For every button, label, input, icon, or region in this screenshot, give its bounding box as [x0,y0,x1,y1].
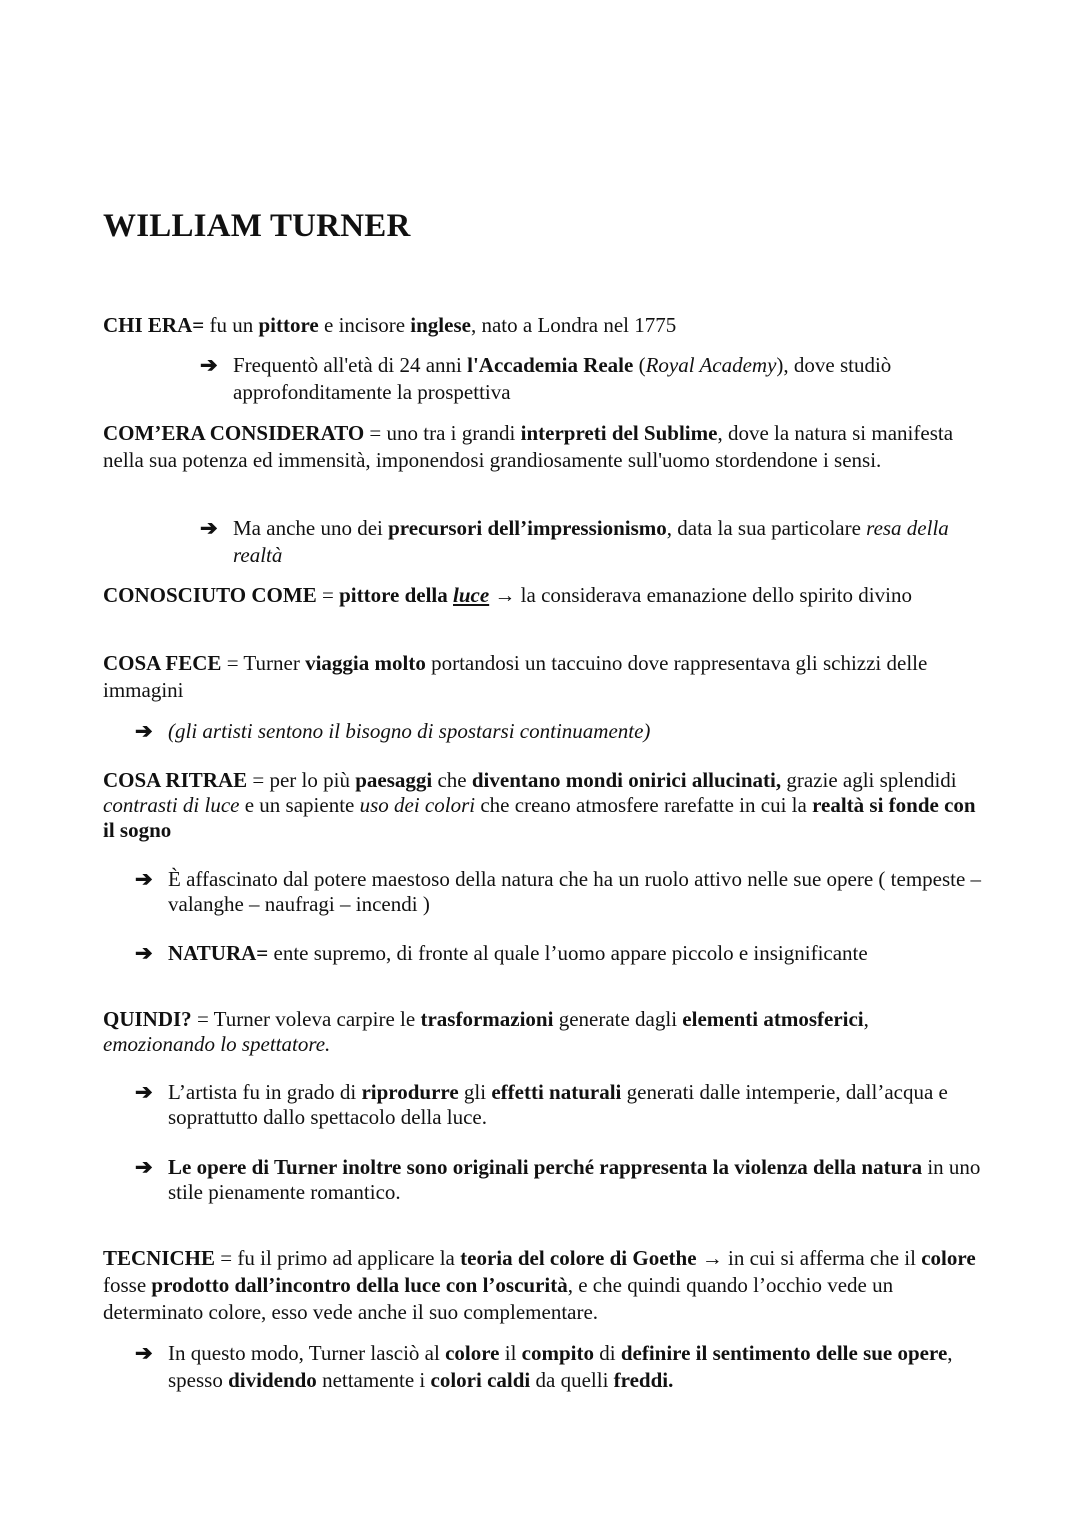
section-label: CONOSCIUTO COME [103,583,317,607]
text: → la considerava emanazione dello spirito divino [489,583,912,607]
bold-text: precursori dell’impressionismo [388,516,667,540]
arrow-right-icon: ➔ [200,516,218,540]
section-label: QUINDI? [103,1007,192,1031]
section-label: CHI ERA= [103,313,205,337]
bullet-opere-originali [135,1155,995,1205]
text: fosse [103,1273,152,1297]
bold-text: pittore [258,313,319,337]
bold-text: inglese [410,313,471,337]
text: È affascinato dal potere maestoso della natura che ha un ruolo attivo nelle sue opere ( tempeste – valanghe – naufragi – incendi ) [168,867,982,916]
text: = fu il primo ad applicare la [215,1246,461,1270]
text: grazie agli splendidi [781,768,957,792]
arrow-right-icon: ➔ [135,719,153,743]
bold-text: colore [445,1341,500,1365]
bold-italic-underlined-text: luce [453,583,490,607]
arrow-right-icon: ➔ [135,941,153,965]
bold-text: freddi. [613,1368,674,1392]
text: generati dalle intemperie, dall’acqua e soprattutto dallo spettacolo della luce. [168,1080,948,1129]
italic-text: (gli artisti sentono il bisogno di spostarsi continuamente) [168,719,651,743]
bold-text: colori caldi [430,1368,531,1392]
italic-text: resa della realtà [233,516,949,567]
text: ente supremo, di fronte al quale l’uomo appare piccolo e insignificante [268,941,868,965]
text: nettamente i [316,1368,431,1392]
page-title: WILLIAM TURNER [103,208,411,244]
bold-text: viaggia molto [305,651,426,675]
italic-text: Royal Academy [645,353,777,377]
text: = Turner voleva carpire le [191,1007,421,1031]
text: = Turner [221,651,306,675]
section-cosa-fece [103,650,983,703]
bold-text: interpreti del Sublime [520,421,718,445]
bold-text: pittore della [339,583,454,607]
text: Ma anche uno dei [233,516,389,540]
arrow-right-icon: ➔ [135,1341,153,1365]
text: In questo modo, Turner lasciò al [168,1341,446,1365]
text: in uno stile pienamente romantico. [168,1155,981,1204]
text: portandosi un taccuino dove rappresentava gli schizzi delle immagini [103,651,928,702]
section-label: COM’ERA CONSIDERATO [103,421,365,445]
italic-text: uso dei colori [359,793,476,817]
bullet-affascinato [135,867,995,917]
italic-text: contrasti di luce [103,793,240,817]
italic-text: emozionando lo spettatore. [103,1032,331,1056]
bold-text: paesaggi [355,768,433,792]
section-tecniche [103,1245,983,1326]
bold-text: elementi atmosferici [682,1007,864,1031]
section-cosa-ritrae [103,768,983,843]
text: , e che quindi quando l’occhio vede un determinato colore, esso vede anche il suo complementare. [103,1273,894,1324]
bold-text: realtà si fonde con il sogno [103,793,976,842]
bold-text: definire il sentimento delle sue opere [620,1341,948,1365]
section-chi-era [103,312,983,339]
text: fu un [204,313,259,337]
text: , [863,1007,869,1031]
bold-text: colore [921,1246,976,1270]
bold-text: l'Accademia Reale [467,353,634,377]
bullet-riprodurre [135,1080,995,1130]
bold-text: prodotto dall’incontro della luce con l’oscurità [151,1273,568,1297]
text: = uno tra i grandi [364,421,521,445]
arrow-right-icon: ➔ [135,1080,153,1104]
bold-text: diventano mondi onirici allucinati, [471,768,782,792]
text: e incisore [318,313,411,337]
text: L’artista fu in grado di [168,1080,362,1104]
text: e un sapiente [239,793,360,817]
bold-text: effetti naturali [491,1080,622,1104]
section-quindi [103,1007,983,1057]
bold-text: trasformazioni [420,1007,554,1031]
text: gli [458,1080,492,1104]
bullet-natura [135,940,995,967]
text: generate dagli [553,1007,683,1031]
arrow-right-icon: ➔ [200,353,218,377]
text: = per lo più [247,768,356,792]
arrow-right-icon: ➔ [135,867,153,891]
text: da quelli [530,1368,614,1392]
bold-text: riprodurre [361,1080,459,1104]
text: ( [633,353,646,377]
text: il [499,1341,522,1365]
section-label: TECNICHE [103,1246,216,1270]
text: , nato a Londra nel 1775 [470,313,677,337]
text: di [593,1341,621,1365]
text: che creano atmosfere rarefatte in cui la [475,793,813,817]
bold-text: NATURA= [168,941,269,965]
bullet-accademia [200,352,960,405]
text: , data la sua particolare [666,516,867,540]
bold-text: dividendo [228,1368,317,1392]
arrow-right-icon: ➔ [135,1155,153,1179]
bold-text: Le opere di Turner inoltre sono originali perché rappresenta la violenza della natura [168,1155,923,1179]
bullet-colore-compito [135,1340,995,1394]
section-label: COSA RITRAE [103,768,248,792]
section-label: COSA FECE [103,651,222,675]
bullet-precursori [200,515,960,568]
text: che [432,768,472,792]
bold-text: compito [521,1341,594,1365]
text: , dove la natura si manifesta nella sua potenza ed immensità, imponendosi grandiosamente sull'uomo stordendone i sensi. [103,421,954,472]
section-conosciuto-come [103,582,983,609]
bullet-artisti [135,718,995,745]
text: = [316,583,340,607]
text: ), dove studiò approfonditamente la prospettiva [233,353,892,404]
text: → in cui si afferma che il [696,1246,922,1270]
text: , spesso [168,1341,953,1392]
bold-text: teoria del colore di Goethe [460,1246,697,1270]
text: Frequentò all'età di 24 anni [233,353,468,377]
section-come-era-considerato [103,420,983,473]
